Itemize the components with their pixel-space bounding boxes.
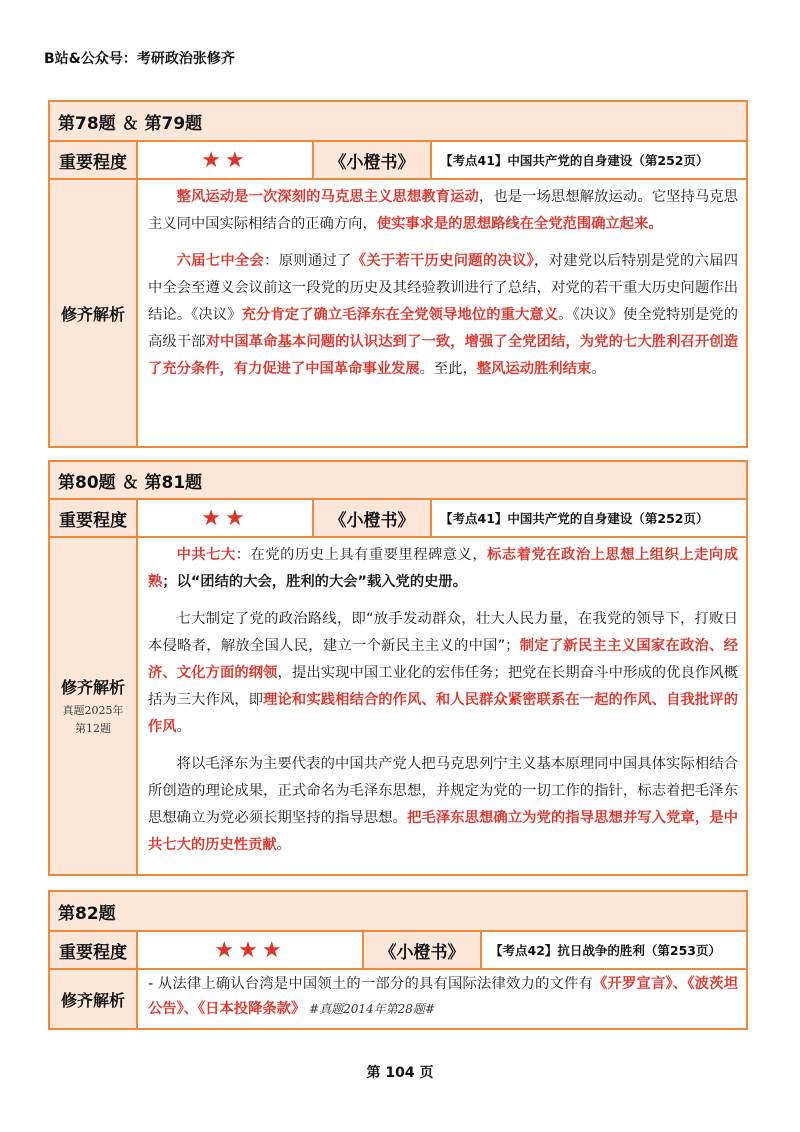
highlight-text: 中共七大: [176, 547, 236, 563]
question-block-80-81: [48, 460, 748, 876]
plain-text: 。: [591, 361, 606, 377]
highlight-text: 制定了新民主主义国家在政治、经济、文化方面的纲领: [148, 638, 738, 681]
block-title: 第82题: [50, 892, 746, 932]
highlight-text: 把毛泽东思想确立为党的指导思想并写入党章，是中共七大的历史性贡献: [148, 810, 739, 853]
meta-row: [50, 932, 746, 970]
plain-text: ，提出实现中国工业化的宏伟任务；把党在长期奋斗中形成的优良作风概括为三大作风，即: [148, 665, 739, 708]
importance-label: 重要程度: [50, 142, 138, 178]
kaodian-label: 【考点41】中国共产党的自身建设（第252页）: [440, 511, 709, 526]
book-label: 《小橙书》: [314, 500, 432, 536]
analysis-content: [138, 538, 746, 874]
kaodian-label: 【考点41】中国共产党的自身建设（第252页）: [440, 153, 709, 168]
question-block-78-79: [48, 100, 748, 448]
paragraph: [148, 751, 738, 859]
plain-text: 将以毛泽东为主要代表的中国共产党人把马克思列宁主义基本原理同中国具体实际相结合所创造的理论成果，正式命名为毛泽东思想，并规定为党的一切工作的指针，标志着把毛泽东思想确立为党必须长期坚持的指导思想。: [148, 756, 738, 826]
block-title: 第78题 ＆ 第79题: [50, 102, 746, 142]
highlight-text: 理论和实践相结合的作风、和人民群众紧密联系在一起的作风、自我批评的作风: [148, 692, 738, 735]
analysis-side: [50, 538, 138, 874]
paragraph: [148, 542, 738, 596]
plain-text: 。《决议》使全党特别是党的高级干部: [148, 307, 738, 350]
exam-question: 第12题: [75, 721, 111, 735]
page-number: 第 104 页: [366, 1065, 434, 1081]
bullet-line: [148, 972, 738, 1022]
importance-stars: ★★: [138, 142, 314, 178]
plain-text: ：原则通过了: [264, 253, 352, 269]
plain-text: 。: [176, 719, 191, 735]
block-title: 第80题 ＆ 第81题: [50, 462, 746, 500]
highlight-text: 《关于若干历史问题的决议》: [351, 253, 535, 269]
analysis-row: [50, 970, 746, 1028]
book-label: 《小橙书》: [314, 142, 432, 178]
plain-text: - 从法律上确认台湾是中国领土的一部分的具有国际法律效力的文件有: [148, 976, 593, 992]
question-block-82: [48, 890, 748, 1030]
importance-label: 重要程度: [50, 500, 138, 536]
exam-note: [63, 702, 124, 738]
highlight-text: 整风运动是一次深刻的马克思主义思想教育运动: [176, 189, 479, 205]
importance-stars: ★★: [138, 500, 314, 536]
plain-text: 。至此，: [419, 361, 477, 377]
plain-text: ：在党的历史上具有重要里程碑意义，: [235, 547, 488, 563]
analysis-label: 修齐解析: [60, 677, 125, 697]
analysis-row: [50, 538, 746, 874]
importance-label: 重要程度: [50, 932, 138, 968]
bold-text: ；以“团结的大会，胜利的大会”载入党的史册。: [162, 574, 468, 590]
highlight-text: 《开罗宣言》、《波茨坦公告》、《日本投降条款》: [148, 976, 739, 1017]
analysis-content: [138, 180, 746, 446]
meta-row: [50, 142, 746, 180]
page-header: B站&公众号：考研政治张修齐: [44, 51, 235, 67]
book-label: 《小橙书》: [364, 932, 482, 968]
plain-text: ，也是一场思想解放运动。它坚持马克思主义同中国实际相结合的正确方向，: [148, 189, 739, 232]
paragraph: [148, 184, 738, 238]
meta-row: [50, 500, 746, 538]
paragraph: [148, 248, 738, 383]
analysis-label: 修齐解析: [60, 990, 125, 1010]
plain-text: ，对建党以后特别是党的六届四中全会至遵义会议前这一段党的历史及其经验教训进行了总结，对党的若干重大历史问题作出结论。《决议》: [148, 253, 739, 323]
highlight-text: 整风运动胜利结束: [476, 361, 592, 377]
plain-text: 。: [276, 837, 291, 853]
analysis-content: [138, 970, 746, 1028]
analysis-row: [50, 180, 746, 446]
highlight-text: 使实事求是的思想路线在全党范围确立起来。: [376, 216, 663, 232]
importance-stars: ★★★: [138, 932, 364, 968]
analysis-label: 修齐解析: [60, 304, 125, 324]
highlight-text: 对中国革命基本问题的认识达到了一致，增强了全党团结，为党的七大胜利召开创造了充分条件，有力促进了中国革命事业发展: [148, 334, 739, 377]
kaodian-label: 【考点42】抗日战争的胜利（第253页）: [490, 943, 721, 958]
exam-note: #真题2014年第28题#: [305, 1002, 435, 1016]
highlight-text: 充分肯定了确立毛泽东在全党领导地位的重大意义: [241, 307, 559, 323]
highlight-text: 标志着党在政治上思想上组织上走向成熟: [148, 547, 739, 590]
paragraph: [148, 606, 738, 741]
plain-text: 七大制定了党的政治路线，即“放手发动群众，壮大人民力量，在我党的领导下，打败日本侵略者，解放全国人民，建立一个新民主主义的中国”；: [148, 611, 738, 654]
highlight-text: 六届七中全会: [176, 253, 265, 269]
exam-year: 真题2025年: [62, 703, 124, 717]
analysis-side: [50, 180, 138, 446]
analysis-side: [50, 970, 138, 1028]
